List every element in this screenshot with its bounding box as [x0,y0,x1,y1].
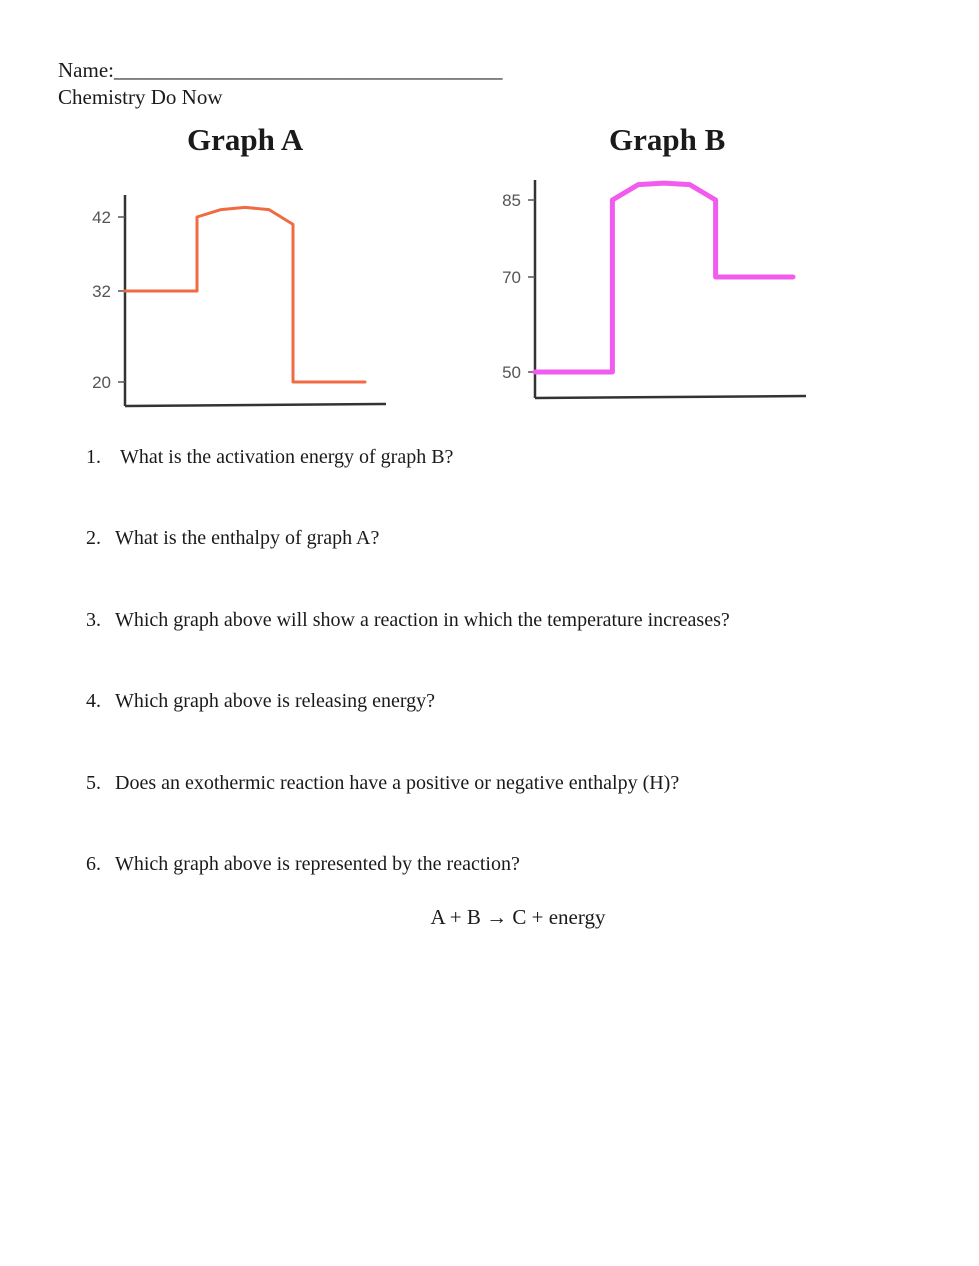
question-number: 4. [86,690,101,712]
question-number: 3. [86,609,101,631]
question-text: What is the activation energy of graph B? [120,446,454,468]
series-line-reaction [125,207,365,382]
question-text: Which graph above is releasing energy? [115,690,436,712]
question-6 [86,853,520,876]
question-text: Which graph above will show a reaction in which the temperature increases? [115,609,730,631]
graph-a-title: Graph A [187,122,304,157]
graph-a-chart [70,180,400,420]
question-3 [86,609,730,632]
x-axis [125,404,386,406]
reaction-equation: A + B → C + energy [430,905,606,929]
worksheet-subtitle: Chemistry Do Now [58,85,223,109]
series-line-reaction [535,183,793,372]
question-number: 5. [86,772,101,794]
question-2 [86,527,379,550]
question-4 [86,690,435,713]
question-number: 2. [86,527,101,549]
question-text: Which graph above is represented by the reaction? [115,853,520,875]
y-tick-label-70: 70 [502,268,521,287]
question-number: 6. [86,853,101,875]
y-tick-label-85: 85 [502,191,521,210]
question-1 [86,446,453,469]
name-field-label: Name:_____________________________________ [58,58,503,82]
y-tick-label-50: 50 [502,363,521,382]
question-number: 1. [86,446,101,468]
y-tick-label-20: 20 [92,373,111,392]
graph-b-title: Graph B [609,122,726,157]
question-text: Does an exothermic reaction have a positive or negative enthalpy (H)? [115,772,680,794]
y-tick-label-42: 42 [92,208,111,227]
question-5 [86,772,679,795]
graph-b-chart [485,170,815,410]
question-text: What is the enthalpy of graph A? [115,527,380,549]
x-axis [535,396,806,398]
y-tick-label-32: 32 [92,282,111,301]
